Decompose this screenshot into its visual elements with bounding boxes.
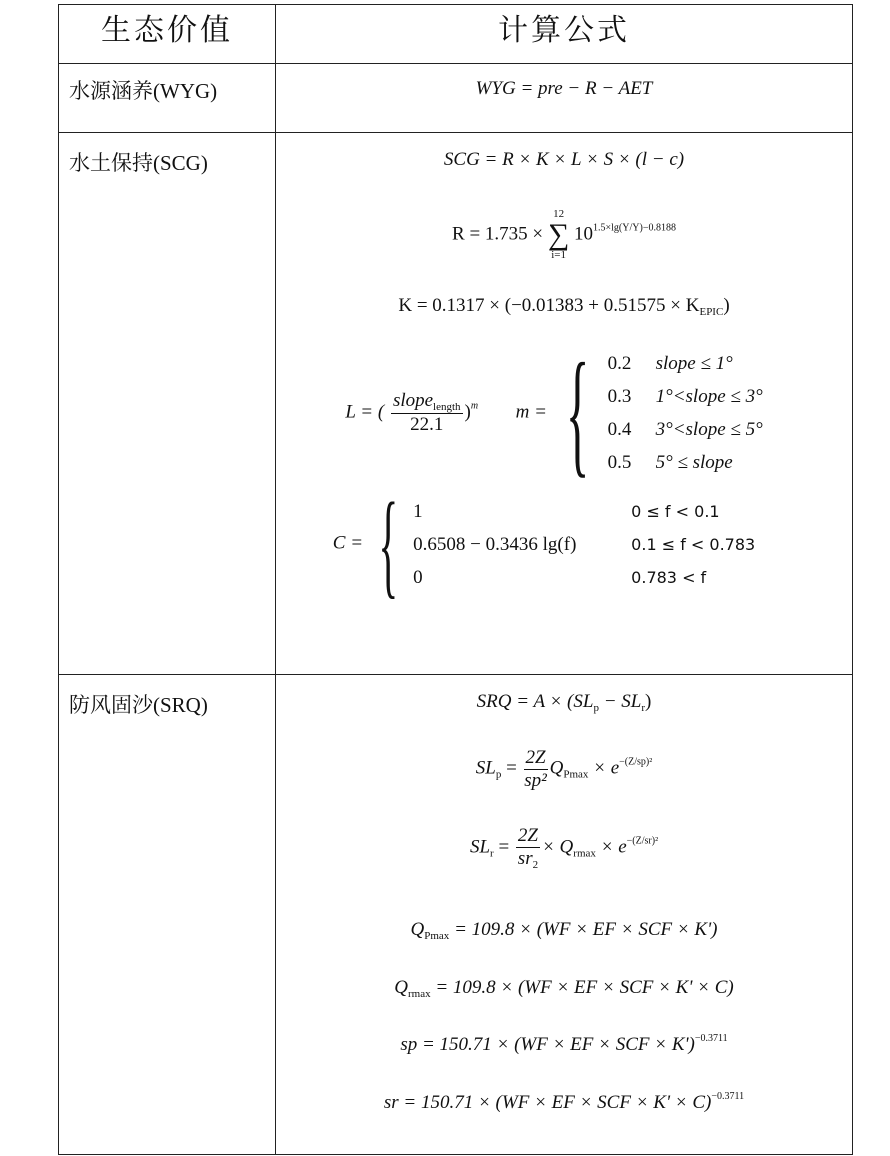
formula-sr-text: sr = 150.71 × (WF × EF × SCF × K' × C) [383,1092,712,1113]
table-header-row [59,5,853,64]
m-case-value: 0.3 [607,386,632,407]
formula-slr-lhs: SL [469,836,491,858]
formula-slr-numerator: 2Z [517,825,538,846]
formula-slr-e: × e [600,836,627,858]
c-case-condition: 0 ≤ f < 0.1 [631,501,720,521]
m-case-value: 0.2 [607,353,632,374]
formula-slp-numerator: 2Z [525,747,546,768]
formula-cell-wyg [276,64,853,133]
formula-srq-end: ) [645,691,652,712]
formula-slp-exponent: −(Z/sp)² [619,756,653,768]
formula-slp-lhs-sub: p [495,768,502,781]
m-case-row [608,446,763,479]
formula-cell-scg [276,133,853,675]
table-row-srq [59,675,853,1155]
formula-qpmax-text: = 109.8 × (WF × EF × SCF × K') [454,919,718,940]
formula-l-denominator: 22.1 [410,414,444,436]
formula-srq-sub1: p [593,702,599,714]
label-wyg: 水源涵养(WYG) [59,64,276,133]
formula-wyg [276,78,852,100]
sum-upper-limit: 12 [553,208,565,220]
m-case-row [608,380,763,413]
formula-qpmax [276,919,852,942]
formula-c-lhs: C = [332,532,364,554]
formula-slp-q-sub: Pmax [563,768,589,781]
m-case-condition: slope ≤ 1° [655,353,733,374]
formula-l-numerator-sub: length [433,400,461,413]
formula-srq-main [276,691,852,714]
label-scg: 水土保持(SCG) [59,133,276,675]
formula-m-lhs: m = [515,401,547,423]
formula-slp-e: × e [593,757,620,779]
c-case-value: 1 [413,500,423,522]
formula-sr [276,1091,852,1114]
formula-l-factor: L = ( $\frac{slope_{length}}{22.1}$ )$^m$ m = { 0.2 slope ≤ 1° 0.3 1°<slope ≤ 3° 0.4 3°<slope ≤ 5° 0.5 5° ≤ slope [345,335,763,490]
m-case-condition: 1°<slope ≤ 3° [655,386,763,407]
c-case-condition: 0.1 ≤ f < 0.783 [631,534,756,554]
formula-l-fraction [391,390,463,436]
formula-r-factor [276,209,852,261]
formula-slp-lhs: SL [475,757,496,779]
formula-sp-text: sp = 150.71 × (WF × EF × SCF × K') [400,1034,695,1055]
m-case-row [608,413,763,446]
m-case-value: 0.5 [607,452,632,473]
m-case-condition: 5° ≤ slope [655,452,733,473]
c-case-row [413,561,755,594]
table-row-scg [59,133,853,675]
c-case-row [413,528,755,561]
formula-qrmax-q: Q [394,977,408,998]
c-case-value: 0 [413,566,423,588]
formula-srq-main-text: SRQ = A × (SL [476,691,594,712]
m-case-value: 0.4 [607,419,632,440]
formula-k-end: ) [723,295,730,316]
formula-m-cases [608,347,763,479]
formula-wyg-text: WYG = pre − R − AET [475,78,653,99]
formula-slr: $SL_r$ = $\frac{2Z}{sr_2}$ × $Q_{rmax} \times e^{-(Z/sr)^2}$ [469,825,659,871]
formula-srq-sub2: r [641,702,646,714]
formula-k-factor [276,295,852,318]
formula-slp-fraction [524,747,548,792]
formula-slr-q-sub: rmax [573,847,596,860]
formula-sp [276,1033,852,1056]
formula-k-text: K = 0.1317 × (−0.01383 + 0.51575 × K [398,295,700,316]
formula-slp: $SL_p$ = $\frac{2Z}{\text{sp²}}$ $Q_{Pmax} \times e^{-(Z/sp)^2}$ [475,747,653,791]
formula-scg-main [276,149,852,171]
formula-slr-lhs-sub: r [490,847,494,860]
formula-l-rhs: ) [464,401,471,423]
formula-c-cases [413,495,755,594]
label-srq: 防风固沙(SRQ) [59,675,276,1155]
formula-sp-exponent: −0.3711 [694,1033,728,1044]
formula-sr-exponent: −0.3711 [711,1091,745,1102]
m-case-condition: 3°<slope ≤ 5° [655,419,763,440]
c-case-row [413,495,755,528]
formula-r-lhs: R = 1.735 × [452,223,544,245]
formula-cell-srq [276,675,853,1155]
formula-l-lhs: L = ( [345,401,385,423]
formula-qpmax-q: Q [410,919,425,940]
formula-slr-denominator-sub: 2 [532,858,539,871]
c-case-value: 0.6508 − 0.3436 lg(f) [413,533,577,555]
m-case-row [608,347,763,380]
formula-qrmax-text: = 109.8 × (WF × EF × SCF × K' × C) [435,977,734,998]
formula-slr-q: × Q [541,836,574,858]
formula-srq-mid: − SL [598,691,642,712]
formula-slp-q: Q [549,757,564,779]
table-row-wyg [59,64,853,133]
formula-l-numerator: slope [392,389,434,411]
header-ecological-value: 生态价值 [59,5,276,64]
formula-scg-main-text: SCG = R × K × L × S × (l − c) [443,149,685,170]
ecological-value-formula-table [58,4,853,1155]
formula-k-subscript: EPIC [699,306,724,318]
c-case-condition: 0.783 < f [631,567,707,587]
header-formula: 计算公式 [276,5,853,64]
formula-slr-denominator: sr [517,847,533,869]
formula-slp-denominator: sp² [524,769,547,791]
formula-qrmax-sub: rmax [407,988,431,1000]
formula-l-exponent: m [470,400,479,412]
sum-lower-limit: i=1 [551,249,566,261]
formula-qrmax [276,977,852,1000]
formula-c-factor: C = { 1 0 ≤ f < 0.1 0.6508 − 0.3436 lg(f) 0.1 ≤ f < 0.783 0 0.783 < f [332,478,756,609]
summation-symbol: 12 ∑ i=1 [547,208,570,261]
formula-slr-fraction [516,825,540,871]
formula-r-exponent: 1.5×lg(Y/Y)−0.8188 [593,222,676,234]
formula-slr-exponent: −(Z/sr)² [626,835,659,847]
formula-qpmax-sub: Pmax [424,930,450,942]
formula-r-base: 10 [574,223,594,245]
